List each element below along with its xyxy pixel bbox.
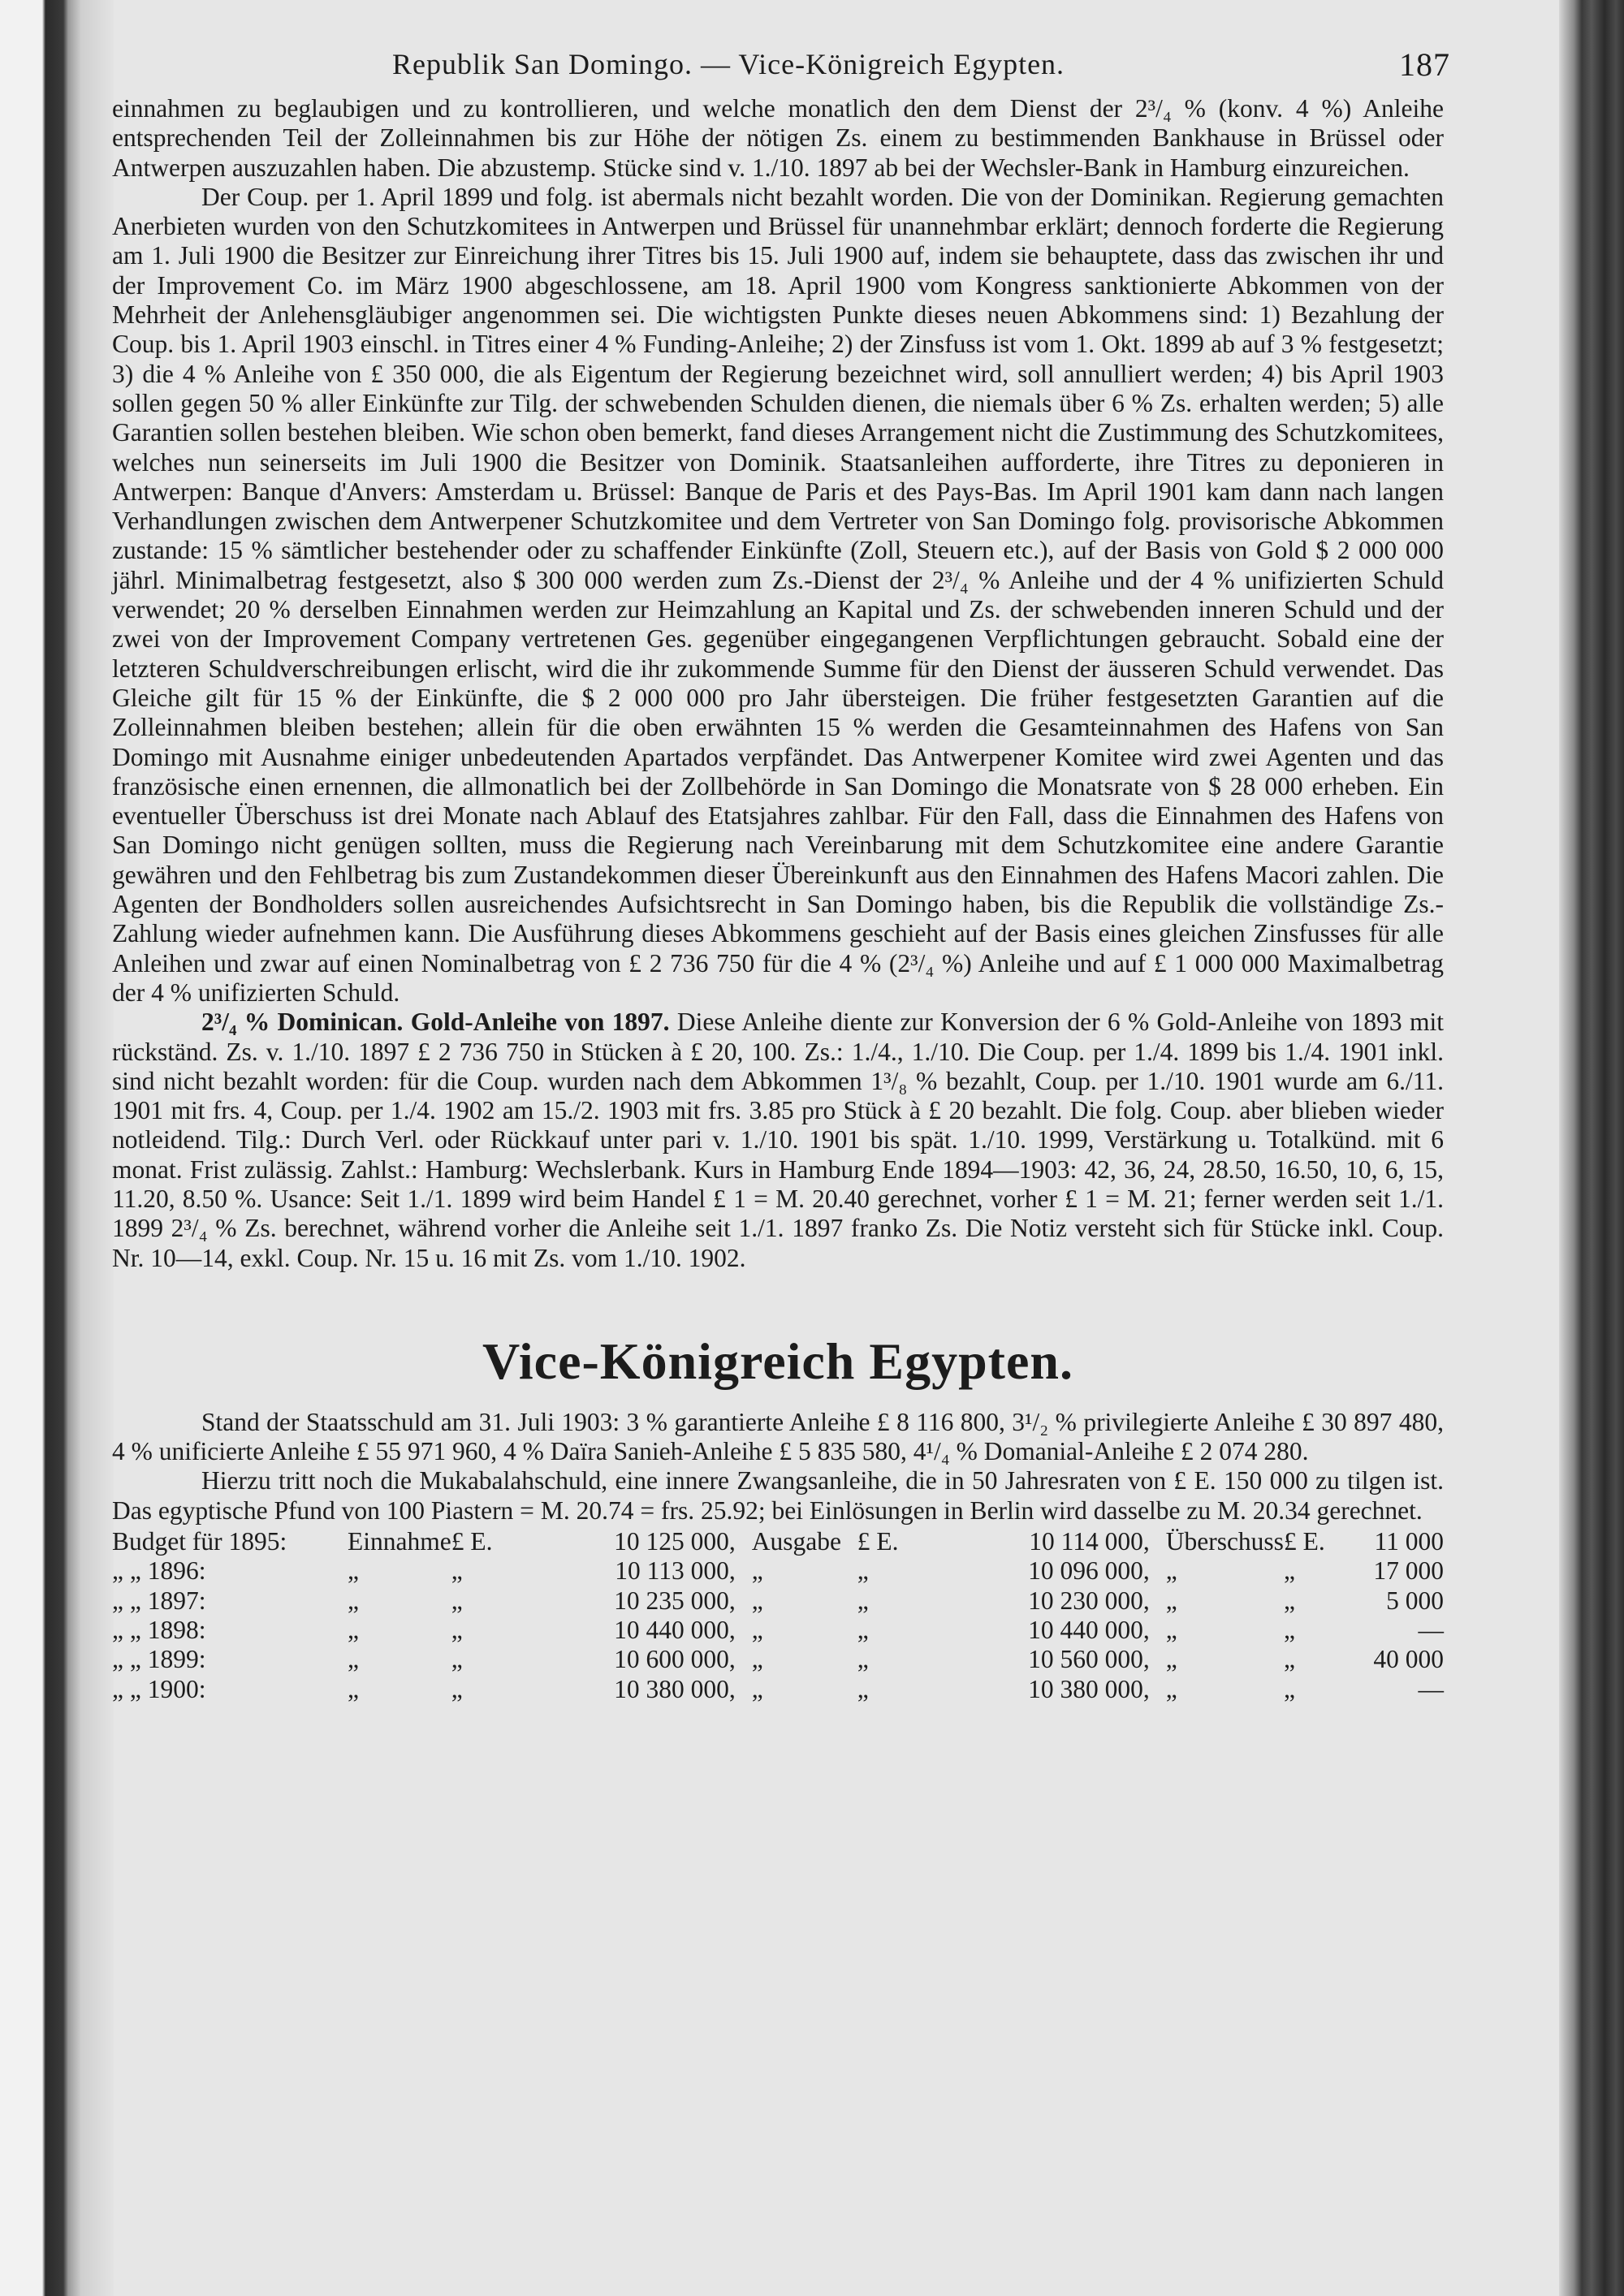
- expense-value-cell: 10 560 000,: [1028, 1645, 1150, 1674]
- budget-row: [112, 1586, 1444, 1616]
- expense-label-cell: „: [751, 1615, 763, 1644]
- gold-loan-text: Diese Anleihe diente zur Konversion der 6 % Gold-Anleihe von 1893 mit rückständ. Zs. v. 1./10. 1897 £ 2 736 750 in Stücken à £ 20, 100. Zs.: 1./4., 1./10. Die Coup. per 1./4. 1899 bis 1./4. 1901 inkl. sind nicht bezahlt worden: für die Coup. wurden nach dem Abkommen 1³/₈ % bezahlt, Coup. per 1./10. 1901 wurde am 6./11. 1901 mit frs. 4, Coup. per 1./4. 1902 am 15./2. 1903 mit frs. 3.85 pro Stück à £ 20 bezahlt. Die folg. Coup. aber blieben wieder notleidend. Tilg.: Durch Verl. oder Rückkauf unter pari v. 1./10. 1901 bis spät. 1./10. 1999, Verstärkung u. Totalkünd. mit 6 monat. Frist zulässig. Zahlst.: Hamburg: Wechslerbank. Kurs in Hamburg Ende 1894—1903: 42, 36, 24, 28.50, 16.50, 10, 6, 15, 11.20, 8.50 %. Usance: Seit 1./1. 1899 wird beim Handel £ 1 = M. 20.40 gerechnet, vorher £ 1 = M. 21; ferner werden seit 1./1. 1899 2³/₄ % Zs. berechnet, während vorher die Anleihe seit 1./1. 1897 franko Zs. Die Notiz versteht sich für Stücke inkl. Coup. Nr. 10—14, exkl. Coup. Nr. 15 u. 16 mit Zs. vom 1./10. 1902.: [112, 1008, 1444, 1272]
- income-label-cell: „: [348, 1556, 359, 1586]
- scan-left-edge: [0, 0, 114, 2296]
- paragraph-gold-loan: [112, 1008, 1444, 1273]
- page-number: 187: [1399, 46, 1450, 83]
- expense-label-cell: „: [751, 1674, 763, 1703]
- surplus-value-cell: —: [1418, 1674, 1444, 1703]
- income-currency-cell: „: [451, 1556, 463, 1586]
- scan-right-edge: [1559, 0, 1624, 2296]
- paragraph-mukabalah: Hierzu tritt noch die Mukabalahschuld, eine innere Zwangsanleihe, die in 50 Jahresraten von £ E. 150 000 zu tilgen ist. Das egyptische Pfund von 100 Piastern = M. 20.74 = frs. 25.92; bei Einlösungen in Berlin wird dasselbe zu M. 20.34 gerechnet.: [112, 1466, 1444, 1525]
- surplus-value-cell: 40 000: [1373, 1645, 1444, 1674]
- income-currency-cell: £ E.: [451, 1527, 493, 1556]
- income-label-cell: „: [348, 1674, 359, 1703]
- income-value-cell: 10 380 000,: [614, 1674, 736, 1703]
- budget-year-cell: „ „ 1898:: [112, 1615, 206, 1644]
- surplus-currency-cell: £ E.: [1283, 1527, 1325, 1556]
- paragraph-debt-status: Stand der Staatsschuld am 31. Juli 1903: 3 % garantierte Anleihe £ 8 116 800, 3¹/₂ % privilegierte Anleihe £ 30 897 480, 4 % unificierte Anleihe £ 55 971 960, 4 % Daïra Sanieh-Anleihe £ 5 835 580, 4¹/₄ % Domanial-Anleihe £ 2 074 280.: [112, 1407, 1444, 1466]
- san-domingo-section: [112, 94, 1444, 1273]
- expense-label-cell: „: [751, 1586, 763, 1615]
- budget-row: [112, 1556, 1444, 1586]
- expense-value-cell: 10 096 000,: [1028, 1556, 1150, 1586]
- paragraph-coupon: Der Coup. per 1. April 1899 und folg. ist abermals nicht bezahlt worden. Die von der Dominikan. Regierung gemachten Anerbieten wurden von den Schutzkomitees in Antwerpen und Brüssel für unannehmbar erklärt; dennoch forderte die Regierung am 1. Juli 1900 die Besitzer zur Einreichung ihrer Titres bis 15. Juli 1900 auf, indem sie behauptete, dass das zwischen ihr und der Improvement Co. im März 1900 abgeschlossene, am 18. April 1900 vom Kongress sanktionierte Abkommen von der Mehrheit der Anlehensgläubiger angenommen sei. Die wichtigsten Punkte dieses neuen Abkommens sind: 1) Bezahlung der Coup. bis 1. April 1903 einschl. in Titres einer 4 % Funding-Anleihe; 2) der Zinsfuss ist vom 1. Okt. 1899 ab auf 3 % festgesetzt; 3) die 4 % Anleihe von £ 350 000, die als Eigentum der Regierung bezeichnet wird, soll annulliert werden; 4) bis April 1903 sollen gegen 50 % aller Einkünfte zur Tilg. der schwebenden Schulden dienen, die niemals über 6 % Zs. erhalten werden; 5) alle Garantien sollen bestehen bleiben. Wie schon oben bemerkt, fand dieses Arrangement nicht die Zustimmung des Schutzkomitees, welches nun seinerseits im Juli 1900 die Besitzer von Dominik. Staatsanleihen aufforderte, ihre Titres zu deponieren in Antwerpen: Banque d'Anvers: Amsterdam u. Brüssel: Banque de Paris et des Pays-Bas. Im April 1901 kam dann nach langen Verhandlungen zwischen dem Antwerpener Schutzkomitee und dem Vertreter von San Domingo folg. provisorische Abkommen zustande: 15 % sämtlicher bestehender oder zu schaffender Einkünfte (Zoll, Steuern etc.), auf der Basis von Gold $ 2 000 000 jährl. Minimalbetrag festgesetzt, also $ 300 000 werden zum Zs.-Dienst der 2³/₄ % Anleihe und der 4 % unifizierten Schuld verwendet; 20 % derselben Einnahmen werden zur Heimzahlung an Kapital und Zs. der schwebenden inneren Schuld und der zwei von der Improvement Company vertretenen Ges. gegenüber eingegangenen Verpflichtungen gebraucht. Sobald eine der letzteren Schuldverschreibungen erlischt, wird die ihr zukommende Summe für den Dienst der äusseren Schuld verwendet. Das Gleiche gilt für 15 % der Einkünfte, die $ 2 000 000 pro Jahr übersteigen. Die früher festgesetzten Garantien auf die Zolleinnahmen bleiben bestehen; allein für die oben erwähnten 15 % werden die Gesamteinnahmen des Hafens von San Domingo mit Ausnahme einiger unbedeutenden Apartados verpfändet. Das Antwerpener Komitee wird zwei Agenten und das französische einen ernennen, die allmonatlich bei der Zollbehörde in San Domingo die Monatsrate von $ 28 000 erheben. Ein eventueller Überschuss ist drei Monate nach Ablauf des Etatsjahres zahlbar. Für den Fall, dass die Einnahmen des Hafens von San Domingo nicht genügen sollten, muss die Regierung nach Vereinbarung mit dem Schutzkomitee eine andere Garantie gewähren und den Fehlbetrag bis zum Zustandekommen dieser Übereinkunft aus den Einnahmen des Hafens Macori zahlen. Die Agenten der Bondholders sollen ausreichendes Aufsichtsrecht in San Domingo haben, bis die Republik die vollständige Zs.-Zahlung wieder aufnehmen kann. Die Ausführung dieses Abkommens geschieht auf der Basis eines gleichen Zinsfusses für alle Anleihen und zwar auf einen Nominalbetrag von £ 2 736 750 für die 4 % (2³/₄ %) Anleihe und auf £ 1 000 000 Maximalbetrag der 4 % unifizierten Schuld.: [112, 182, 1444, 1007]
- expense-currency-cell: „: [857, 1556, 869, 1586]
- egypt-section: [112, 1408, 1444, 1704]
- surplus-value-cell: 17 000: [1373, 1556, 1444, 1586]
- book-page: [112, 42, 1450, 1704]
- surplus-label-cell: „: [1165, 1645, 1177, 1674]
- surplus-label-cell: „: [1165, 1586, 1177, 1615]
- surplus-label-cell: „: [1165, 1556, 1177, 1586]
- income-value-cell: 10 600 000,: [614, 1645, 736, 1674]
- surplus-currency-cell: „: [1283, 1674, 1295, 1703]
- expense-currency-cell: £ E.: [857, 1527, 899, 1556]
- income-label-cell: „: [348, 1645, 359, 1674]
- paragraph-continuation: einnahmen zu beglaubigen und zu kontrollieren, und welche monatlich den dem Dienst der 2³/₄ % (konv. 4 %) Anleihe entsprechenden Teil der Zolleinnahmen bis zur Höhe der nötigen Zs. einem zu bestimmenden Bankhause in Brüssel oder Antwerpen auszuzahlen haben. Die abzustemp. Stücke sind v. 1./10. 1897 ab bei der Wechsler-Bank in Hamburg einzureichen.: [112, 94, 1444, 182]
- budget-row: [112, 1675, 1444, 1704]
- section-heading-egypt: Vice-Königreich Egypten.: [482, 1331, 1073, 1390]
- surplus-currency-cell: „: [1283, 1556, 1295, 1586]
- surplus-label-cell: „: [1165, 1615, 1177, 1644]
- expense-label-cell: „: [751, 1645, 763, 1674]
- expense-value-cell: 10 380 000,: [1028, 1674, 1150, 1703]
- budget-table: [112, 1527, 1444, 1704]
- income-label-cell: „: [348, 1615, 359, 1644]
- expense-label-cell: „: [751, 1556, 763, 1586]
- surplus-currency-cell: „: [1283, 1645, 1295, 1674]
- expense-currency-cell: „: [857, 1586, 869, 1615]
- income-value-cell: 10 440 000,: [614, 1615, 736, 1644]
- income-value-cell: 10 125 000,: [614, 1527, 736, 1556]
- budget-row: [112, 1645, 1444, 1674]
- running-title: Republik San Domingo. — Vice-Königreich Egypten.: [392, 48, 1065, 80]
- surplus-currency-cell: „: [1283, 1586, 1295, 1615]
- budget-year-cell: „ „ 1899:: [112, 1645, 206, 1674]
- expense-currency-cell: „: [857, 1674, 869, 1703]
- running-header: [112, 42, 1450, 94]
- budget-row: [112, 1527, 1444, 1556]
- surplus-label-cell: Überschuss: [1165, 1527, 1284, 1556]
- income-label-cell: „: [348, 1586, 359, 1615]
- expense-value-cell: 10 440 000,: [1028, 1615, 1150, 1644]
- expense-value-cell: 10 230 000,: [1028, 1586, 1150, 1615]
- surplus-value-cell: —: [1418, 1615, 1444, 1644]
- surplus-value-cell: 5 000: [1386, 1586, 1444, 1615]
- budget-year-cell: „ „ 1896:: [112, 1556, 206, 1586]
- income-label-cell: Einnahme: [348, 1527, 451, 1556]
- expense-currency-cell: „: [857, 1615, 869, 1644]
- gold-loan-heading: 2³/₄ % Dominican. Gold-Anleihe von 1897.: [201, 1008, 670, 1037]
- surplus-value-cell: 11 000: [1374, 1527, 1444, 1556]
- income-currency-cell: „: [451, 1645, 463, 1674]
- income-currency-cell: „: [451, 1674, 463, 1703]
- budget-year-cell: Budget für 1895:: [112, 1527, 287, 1556]
- income-value-cell: 10 235 000,: [614, 1586, 736, 1615]
- expense-value-cell: 10 114 000,: [1029, 1527, 1150, 1556]
- income-currency-cell: „: [451, 1586, 463, 1615]
- surplus-currency-cell: „: [1283, 1615, 1295, 1644]
- income-currency-cell: „: [451, 1615, 463, 1644]
- income-value-cell: 10 113 000,: [615, 1556, 736, 1586]
- expense-currency-cell: „: [857, 1645, 869, 1674]
- expense-label-cell: Ausgabe: [751, 1527, 841, 1556]
- budget-year-cell: „ „ 1900:: [112, 1674, 206, 1703]
- budget-year-cell: „ „ 1897:: [112, 1586, 206, 1615]
- budget-row: [112, 1616, 1444, 1645]
- surplus-label-cell: „: [1165, 1674, 1177, 1703]
